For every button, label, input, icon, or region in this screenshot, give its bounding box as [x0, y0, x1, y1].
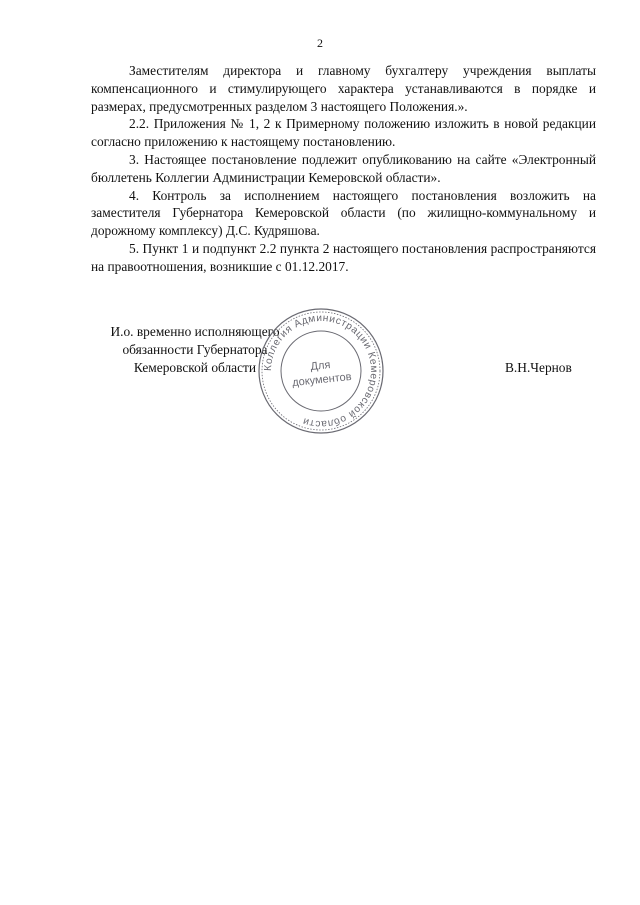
paragraph-4: 4. Контроль за исполнением настоящего постановления возложить на заместителя Губернатора Кемеровской области (по жилищно-коммунальному и дорожному комплексу) Д.С. Кудряшова. [91, 187, 596, 239]
signature-title-line-1: И.о. временно исполняющего [110, 324, 280, 339]
seal-center-line-2: документов [291, 370, 353, 390]
paragraph-2-2: 2.2. Приложения № 1, 2 к Примерному положению изложить в новой редакции согласно приложению к настоящему постановлению. [91, 116, 596, 150]
paragraph-closing-clause: Заместителям директора и главному бухгалтеру учреждения выплаты компенсационного и стимулирующего характера устанавливаются в порядке и размерах, предусмотренных разделом 3 настоящего Положения.». [91, 63, 596, 114]
seal-center-line-1: Для [309, 359, 331, 374]
paragraph-5: 5. Пункт 1 и подпункт 2.2 пункта 2 настоящего постановления распространяются на правоотношения, возникшие с 01.12.2017. [91, 240, 596, 274]
official-seal-stamp [255, 305, 387, 437]
signer-name: В.Н.Чернов [505, 360, 572, 375]
signature-title-line-3: Кемеровской области [133, 360, 257, 375]
document-body [91, 62, 596, 276]
seal-ring-text: Коллегия Администрации Кемеровской области [262, 312, 380, 430]
paragraph-3: 3. Настоящее постановление подлежит опубликованию на сайте «Электронный бюллетень Коллегии Администрации Кемеровской области». [91, 151, 596, 185]
page-number: 2 [317, 36, 323, 50]
signature-title-line-2: обязанности Губернатора [122, 342, 268, 357]
